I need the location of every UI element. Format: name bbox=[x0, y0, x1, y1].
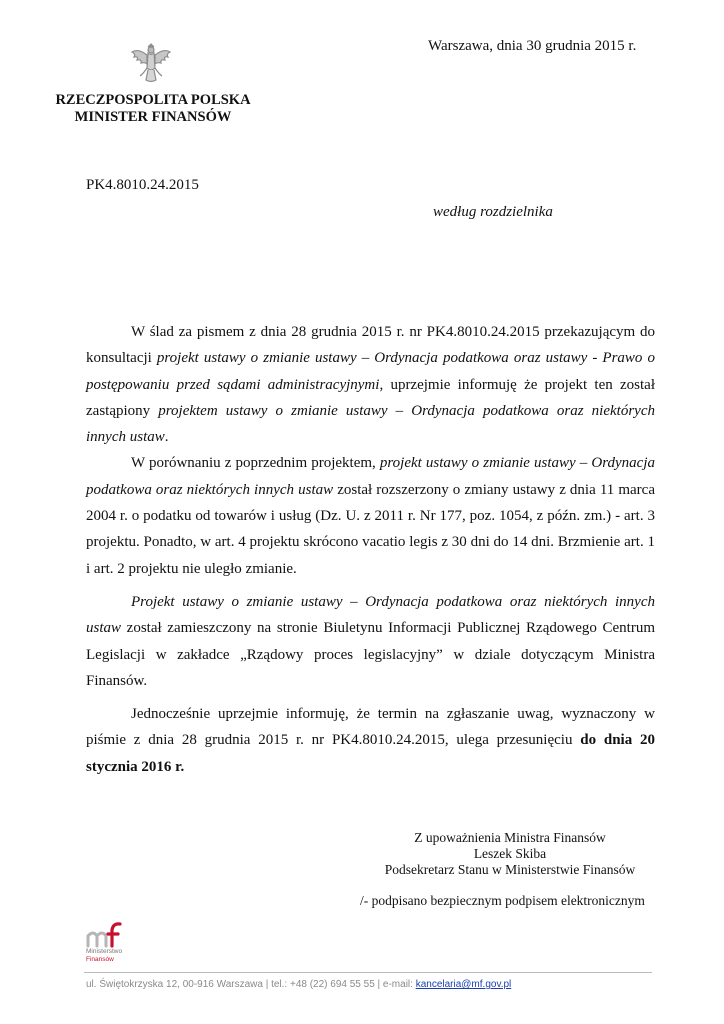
paragraph-2: W porównaniu z poprzednim projektem, projekt ustawy o zmianie ustawy – Ordynacja podatkowa oraz niektórych innych ustaw został rozszerzony o zmiany ustawy z dnia 11 marca 2004 r. o podatku od towarów i usług (Dz. U. z 2011 r. Nr 177, poz. 1054, z późn. zm.) - art. 3 projektu. Ponadto, w art. 4 projektu skrócono vacatio legis z 30 dni do 14 dni. Brzmienie art. 1 i art. 2 projektu nie uległo zmianie. bbox=[86, 455, 655, 577]
signature-name: Leszek Skiba bbox=[473, 846, 547, 861]
electronic-signature-note: /- podpisano bezpiecznym podpisem elektronicznym bbox=[360, 893, 645, 908]
footer-divider bbox=[84, 972, 652, 973]
logo-line-finance: Finansów bbox=[86, 955, 114, 963]
signature-title: Podsekretarz Stanu w Ministerstwie Finansów bbox=[384, 862, 636, 877]
logo-line-ministry: Ministerstwo bbox=[86, 948, 123, 955]
paragraph-4: Jednocześnie uprzejmie informuję, że termin na zgłaszanie uwag, wyznaczony w piśmie z dnia 28 grudnia 2015 r. nr PK4.8010.24.2015, ulega przesunięciu do dnia 20 stycznia 2016 r. bbox=[86, 706, 656, 775]
footer-email-link[interactable]: kancelaria@mf.gov.pl bbox=[415, 979, 512, 990]
signature-block bbox=[360, 830, 660, 878]
signature-authorization: Z upoważnienia Ministra Finansów bbox=[414, 830, 606, 845]
footer-address: ul. Świętokrzyska 12, 00-916 Warszawa | tel.: +48 (22) 694 55 55 | e-mail: bbox=[86, 979, 416, 990]
logo-wordmark bbox=[86, 948, 122, 963]
issuer-block bbox=[40, 92, 266, 126]
letter-body bbox=[86, 319, 655, 780]
issuer-line-minister: MINISTER FINANSÓW bbox=[74, 109, 232, 125]
polish-eagle-emblem-icon bbox=[128, 40, 174, 86]
date-line: Warszawa, dnia 30 grudnia 2015 r. bbox=[428, 38, 637, 54]
footer-contact bbox=[86, 979, 511, 990]
issuer-line-country: RZECZPOSPOLITA POLSKA bbox=[55, 92, 251, 108]
paragraph-3: Projekt ustawy o zmianie ustawy – Ordynacja podatkowa oraz niektórych innych ustaw został zamieszczony na stronie Biuletynu Informacji Publicznej Rządowego Centrum Legislacji w zakładce „Rządowy proces legislacyjny” w dziale dotyczącym Ministra Finansów. bbox=[86, 593, 655, 689]
reference-number: PK4.8010.24.2015 bbox=[86, 177, 199, 193]
recipient: według rozdzielnika bbox=[433, 204, 553, 220]
paragraph-1: W ślad za pismem z dnia 28 grudnia 2015 r. nr PK4.8010.24.2015 przekazującym do konsultacji projekt ustawy o zmianie ustawy – Ordynacja podatkowa oraz ustawy - Prawo o postępowaniu przed sądami administracyjnymi, uprzejmie informuję że projekt ten został zastąpiony projektem ustawy o zmianie ustawy – Ordynacja podatkowa oraz niektórych innych ustaw. bbox=[86, 324, 655, 446]
